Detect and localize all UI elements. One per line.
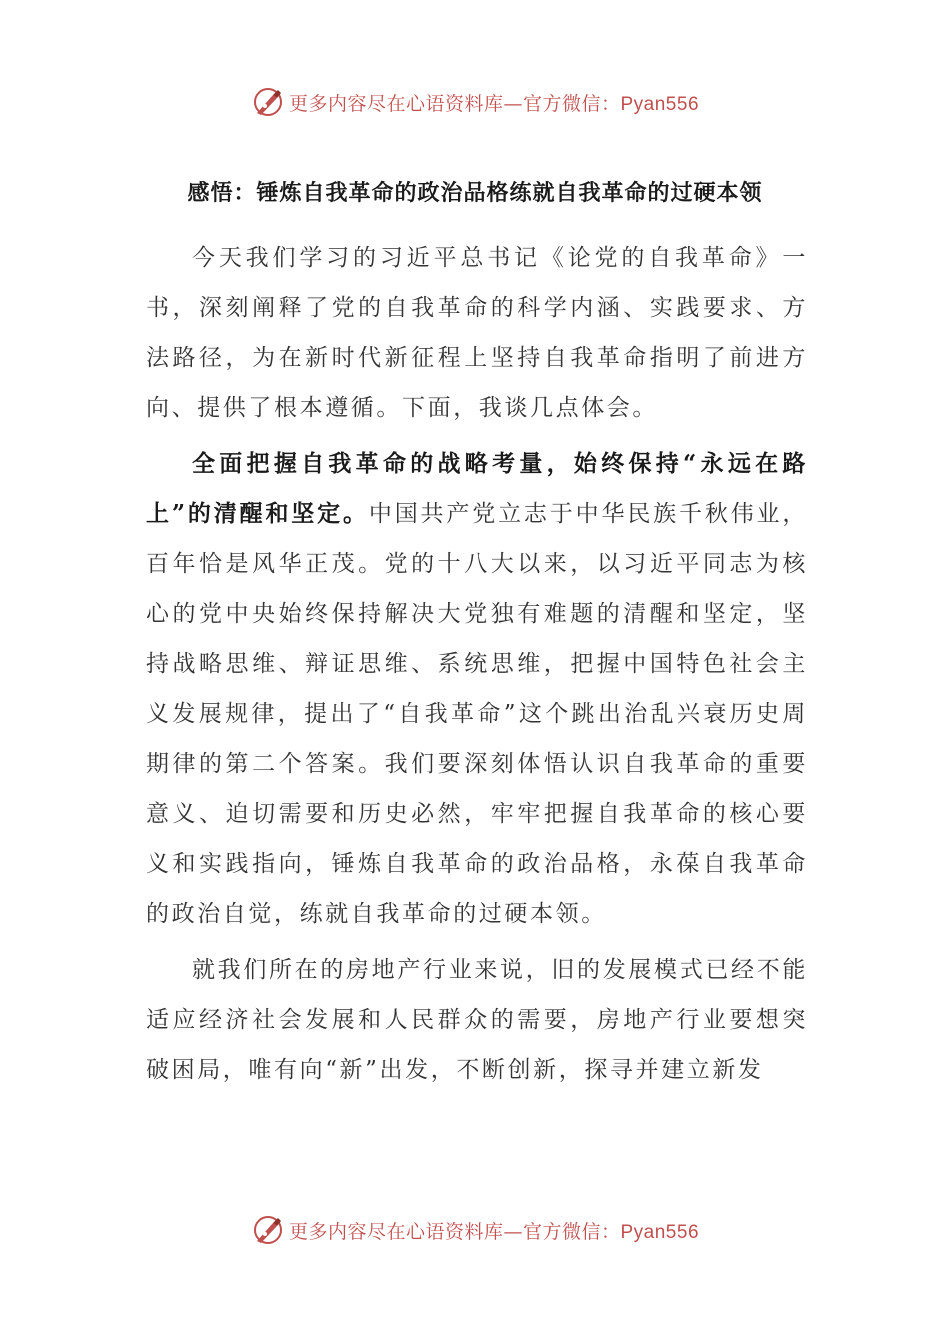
paragraph-real-estate: 就我们所在的房地产行业来说，旧的发展模式已经不能适应经济社会发展和人民群众的需要，房地产行业要想突破困局，唯有向“新”出发，不断创新，探寻并建立新发 [146,957,808,1083]
wechat-id: Pyan556 [620,1221,700,1243]
paragraph-strategy: 全面把握自我革命的战略考量，始终保持“永远在路上”的清醒和坚定。中国共产党立志于中华民族千秋伟业，百年恰是风华正茂。党的十八大以来，以习近平同志为核心的党中央始终保持解决大党独有难题的清醒和坚定，坚持战略思维、辩证思维、系统思维，把握中国特色社会主义发展规律，提出了“自我革命”这个跳出治乱兴衰历史周期律的第二个答案。我们要深刻体悟认识自我革命的重要意义、迫切需要和历史必然，牢牢把握自我革命的核心要义和实践指向，锤炼自我革命的政治品格，永葆自我革命的政治自觉，练就自我革命的过硬本领。 [146,450,808,927]
pen-logo-icon [251,85,285,119]
wechat-id: Pyan556 [620,93,700,115]
document-body [146,233,808,1095]
pen-logo-icon [251,1213,285,1247]
banner-text: 更多内容尽在心语资料库—官方微信：Pyan556 [288,92,700,115]
document-title: 感悟：锤炼自我革命的政治品格练就自我革命的过硬本领 [187,180,763,206]
banner-text: 更多内容尽在心语资料库—官方微信：Pyan556 [288,1220,700,1243]
footer-watermark-banner [0,1210,950,1250]
paragraph-lead-heading: 全面把握自我革命的战略考量，始终保持“永远在路上”的清醒和坚定。 [146,450,808,527]
header-watermark-banner [0,82,950,122]
paragraph-intro: 今天我们学习的习近平总书记《论党的自我革命》一书，深刻阐释了党的自我革命的科学内涵、实践要求、方法路径，为在新时代新征程上坚持自我革命指明了前进方向、提供了根本遵循。下面，我谈几点体会。 [146,245,808,421]
